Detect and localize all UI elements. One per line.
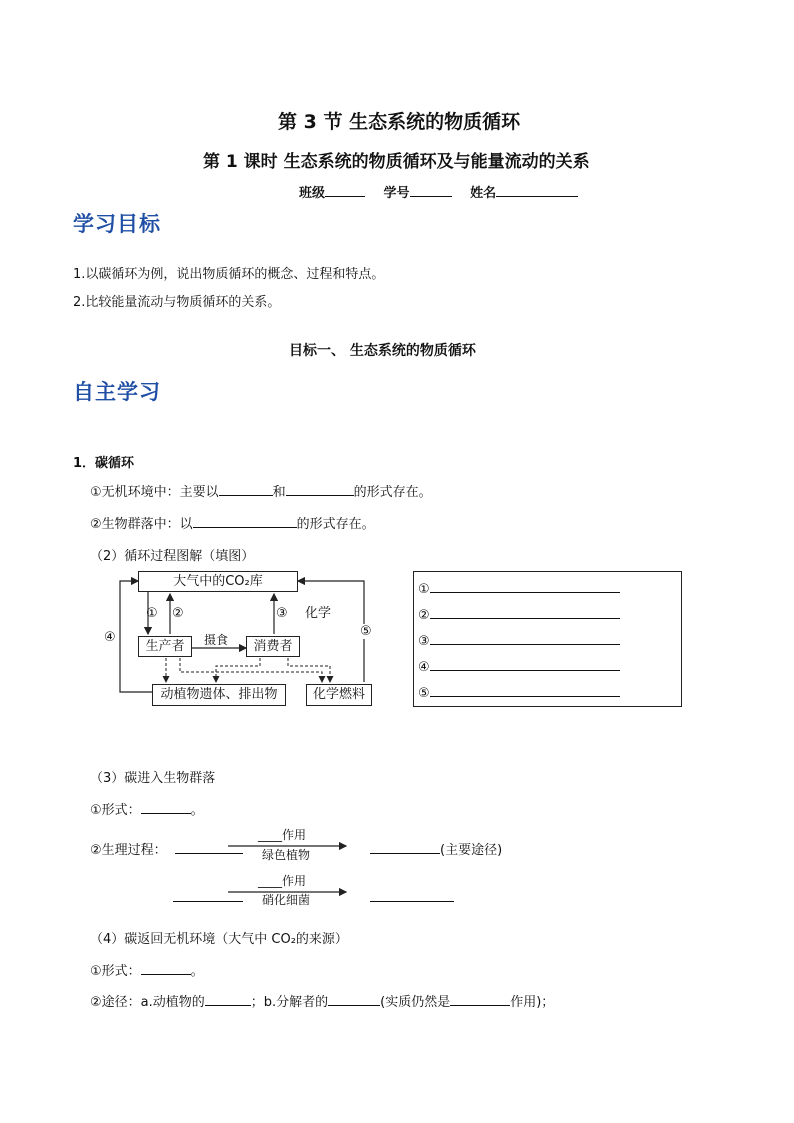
- return-form-label: ①形式：: [90, 964, 141, 979]
- answer-num: ④: [418, 660, 430, 675]
- enter-title: （3）碳进入生物群落: [90, 771, 216, 786]
- enter-form-end: 。: [190, 803, 204, 818]
- eat-label: 摄食: [204, 633, 229, 647]
- student-info: [299, 182, 578, 201]
- process-label: ②生理过程：: [90, 843, 167, 858]
- answer-box: [413, 571, 682, 707]
- id-label: 学号: [383, 186, 410, 201]
- num-4: ④: [104, 630, 116, 645]
- nitrifying-label: 硝化细菌: [262, 893, 311, 907]
- objective-item: 1.以碳循环为例，说出物质循环的概念、过程和特点。: [73, 267, 385, 282]
- path-text-a: ②途径：a.动植物的: [90, 995, 205, 1010]
- num-3: ③: [276, 606, 288, 621]
- enter-form-label: ①形式：: [90, 803, 141, 818]
- process-blank-4[interactable]: [370, 889, 454, 902]
- name-label: 姓名: [470, 186, 497, 201]
- num-1: ①: [146, 606, 158, 621]
- return-form-end: 。: [190, 964, 204, 979]
- objective-item: 2.比较能量流动与物质循环的关系。: [73, 295, 281, 310]
- answer-row: [418, 606, 620, 623]
- path-text-c: (实质仍然是: [380, 995, 451, 1010]
- return-title: （4）碳返回无机环境（大气中 CO₂的来源）: [90, 932, 348, 947]
- fuel-box: 化学燃料: [306, 684, 372, 706]
- class-label: 班级: [299, 186, 326, 201]
- q2-text-a: ②生物群落中：以: [90, 517, 193, 532]
- consumer-box: 消费者: [246, 636, 300, 657]
- q2-text-b: 的形式存在。: [296, 517, 375, 532]
- carbon-q2: [90, 513, 375, 532]
- return-form: [90, 960, 204, 979]
- num-2: ②: [172, 606, 184, 621]
- remains-box: 动植物遗体、排出物: [152, 684, 286, 706]
- answer-row: [418, 658, 620, 675]
- path-blank-2[interactable]: [328, 993, 380, 1006]
- q1-blank-2[interactable]: [286, 483, 354, 496]
- main-path-label: (主要途径): [440, 843, 503, 858]
- q1-text-c: 的形式存在。: [353, 485, 432, 500]
- page-subtitle: 第 1 课时 生态系统的物质循环及与能量流动的关系: [203, 152, 590, 172]
- producer-box: 生产者: [138, 636, 192, 657]
- chem-label: 化学: [305, 606, 332, 621]
- answer-num: ⑤: [418, 686, 430, 701]
- carbon-q3: （2）循环过程图解（填图）: [90, 549, 255, 564]
- answer-blank[interactable]: [430, 684, 620, 697]
- enter-form-blank[interactable]: [141, 801, 191, 814]
- answer-num: ③: [418, 634, 430, 649]
- name-field[interactable]: [496, 184, 578, 197]
- atmosphere-box: 大气中的CO₂库: [138, 571, 298, 592]
- answer-row: [418, 580, 620, 597]
- goal-title: 目标一、 生态系统的物质循环: [289, 343, 476, 359]
- self-study-heading: 自主学习: [73, 380, 161, 404]
- id-field[interactable]: [410, 184, 452, 197]
- path-blank-1[interactable]: [205, 993, 251, 1006]
- return-form-blank[interactable]: [141, 962, 191, 975]
- answer-row: [418, 632, 620, 649]
- num-5: ⑤: [360, 624, 372, 639]
- answer-blank[interactable]: [430, 606, 620, 619]
- act2-label: ____作用: [258, 874, 307, 888]
- path-text-b: ；b.分解者的: [250, 995, 329, 1010]
- path-blank-3[interactable]: [450, 993, 510, 1006]
- q2-blank[interactable]: [193, 515, 297, 528]
- carbon-q1: [90, 481, 432, 500]
- process-blank-2[interactable]: [370, 841, 440, 854]
- answer-num: ②: [418, 608, 430, 623]
- act1-label: ____作用: [258, 828, 307, 842]
- answer-blank[interactable]: [430, 632, 620, 645]
- answer-row: [418, 684, 620, 701]
- class-field[interactable]: [325, 184, 365, 197]
- carbon-cycle-diagram: [100, 568, 380, 710]
- answer-num: ①: [418, 582, 430, 597]
- carbon-cycle-title: 1．碳循环: [73, 456, 135, 471]
- q1-text-b: 和: [272, 485, 286, 500]
- answer-blank[interactable]: [430, 580, 620, 593]
- q1-blank-1[interactable]: [219, 483, 273, 496]
- page-title: 第 3 节 生态系统的物质循环: [278, 111, 521, 133]
- q1-text-a: ①无机环境中：主要以: [90, 485, 219, 500]
- path-text-d: 作用)；: [510, 995, 555, 1010]
- enter-form: [90, 799, 204, 818]
- objectives-heading: 学习目标: [73, 212, 161, 236]
- green-plant-label: 绿色植物: [262, 848, 311, 862]
- answer-blank[interactable]: [430, 658, 620, 671]
- return-path: [90, 991, 554, 1010]
